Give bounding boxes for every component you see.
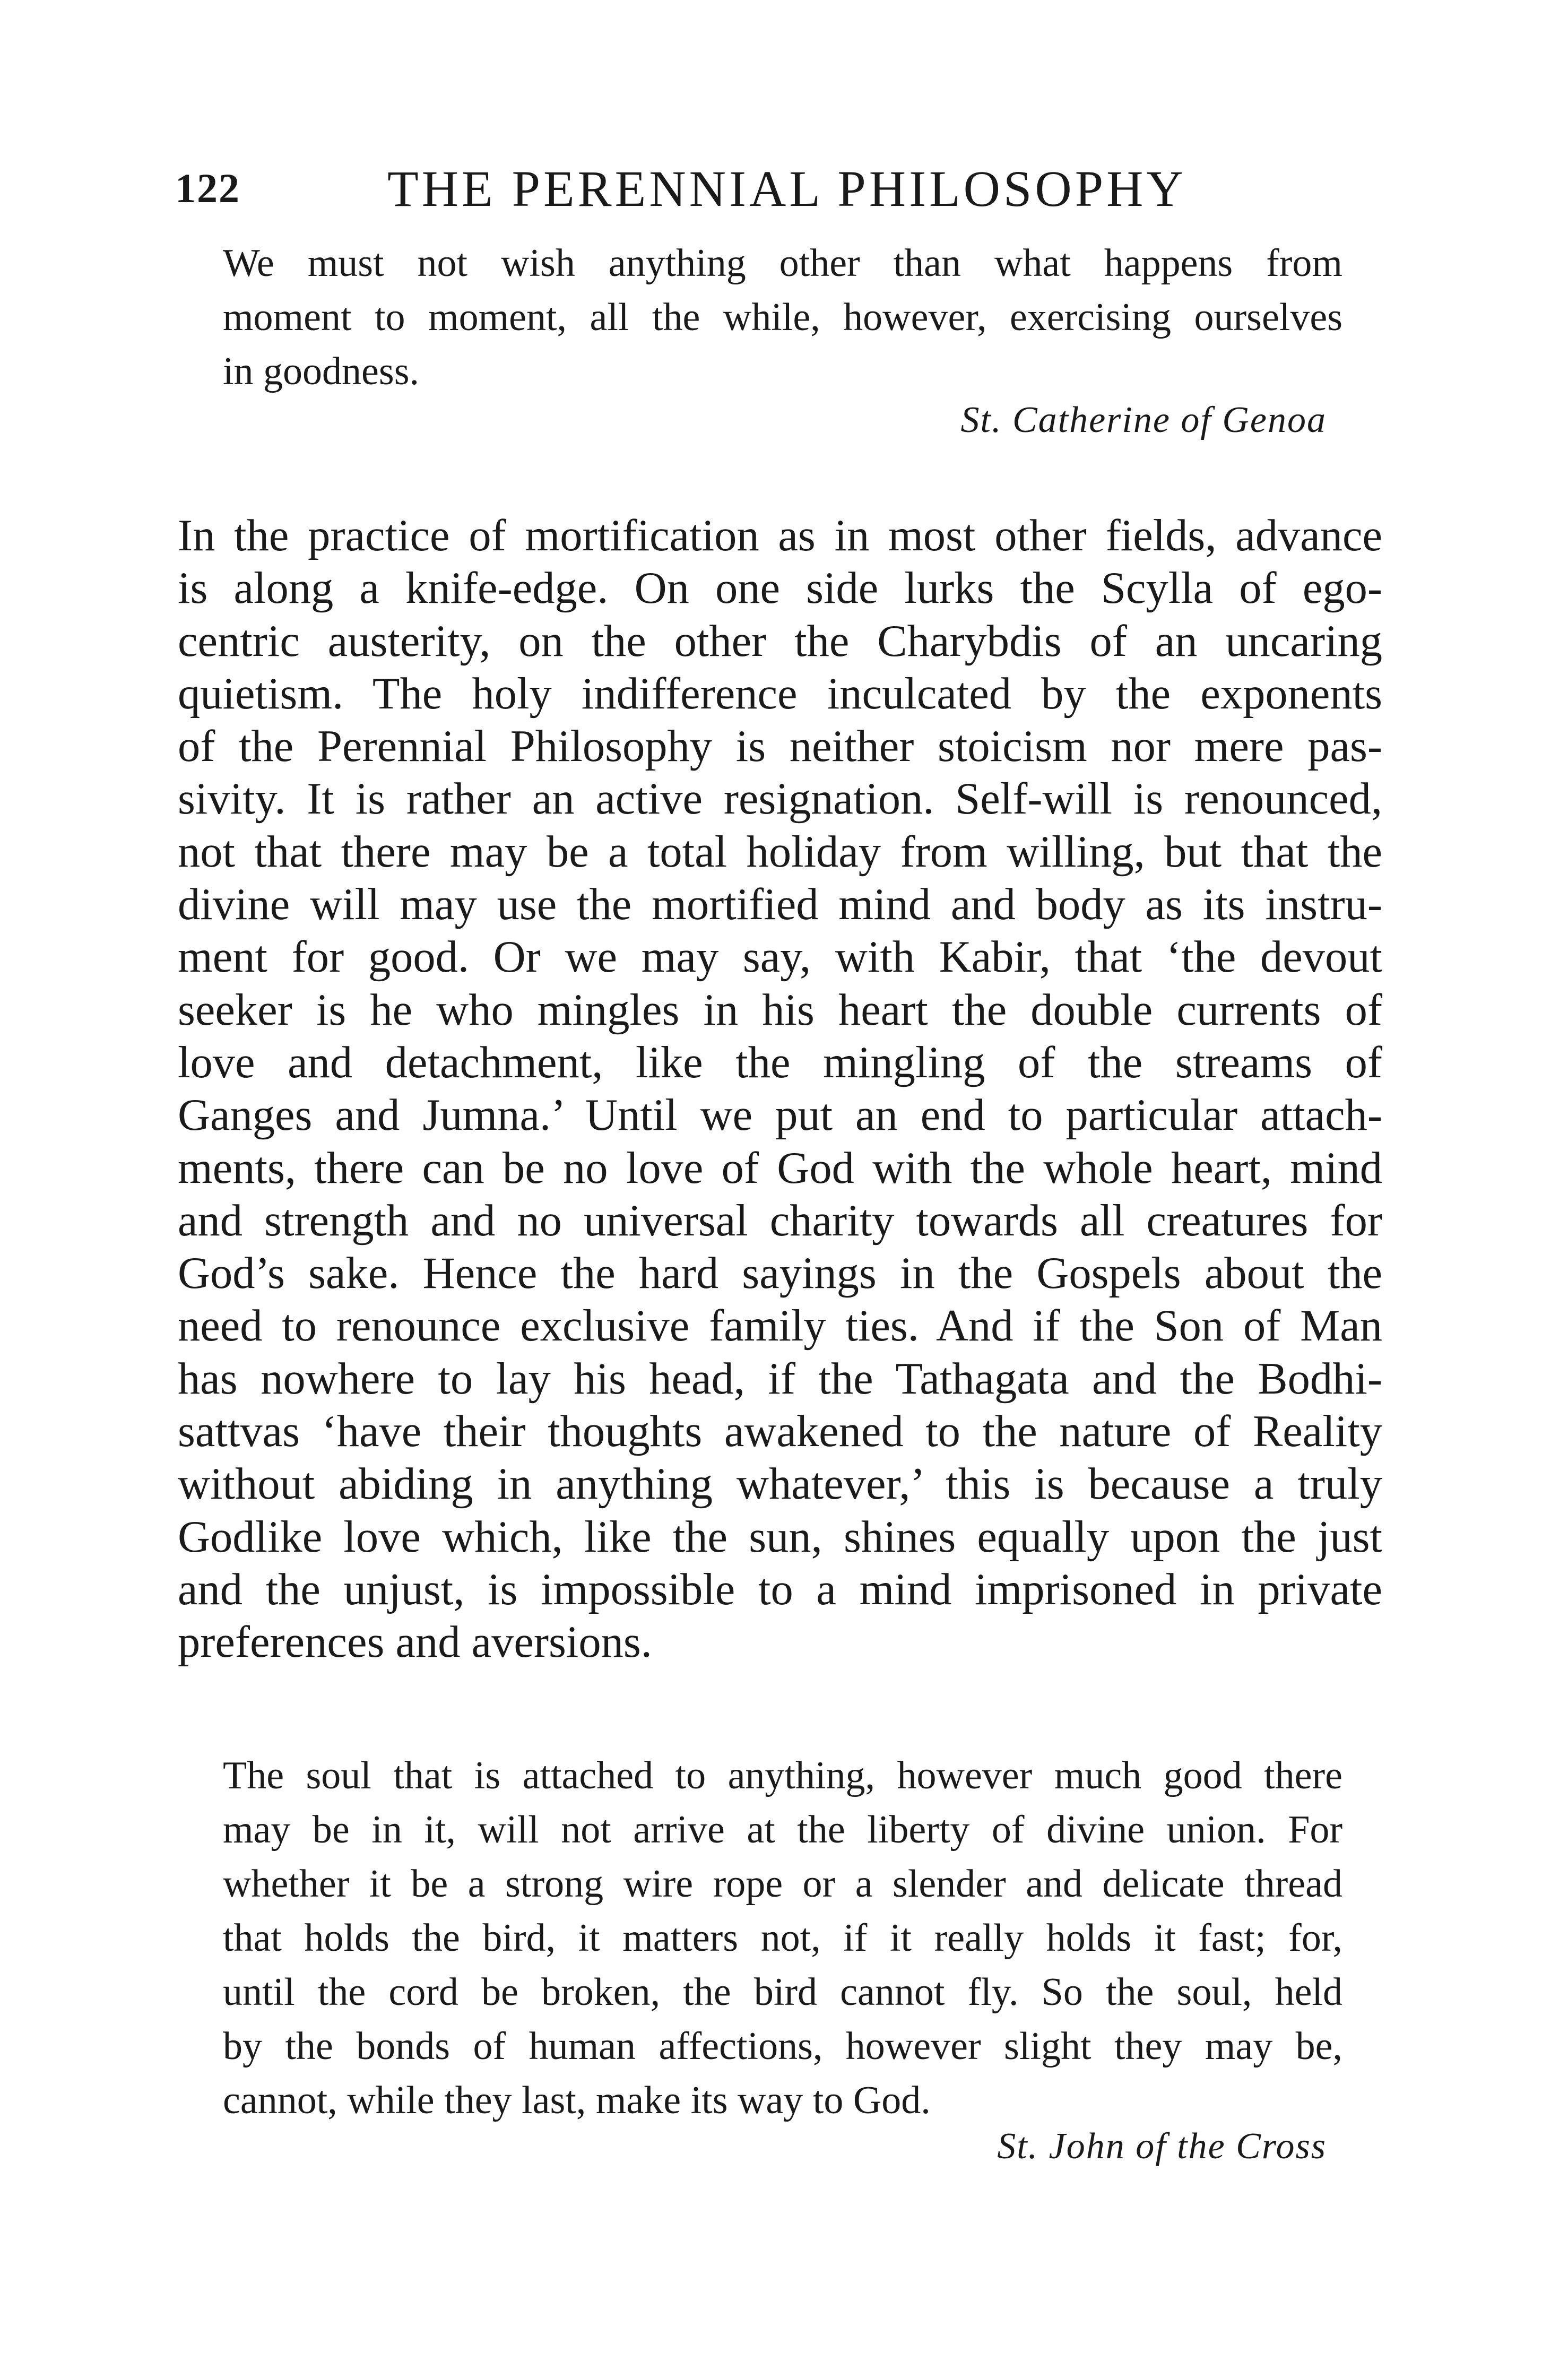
quote-catherine: [223, 236, 1342, 399]
quote-line: cannot, while they last, make its way to God.: [223, 2079, 931, 2122]
body-line: quietism. The holy indifference inculcated by the exponents: [178, 669, 1382, 719]
body-line: preferences and aversions.: [178, 1618, 652, 1667]
body-line: divine will may use the mortified mind and body as its instru-: [178, 880, 1382, 930]
quote-line: moment to moment, all the while, however, exercising ourselves: [223, 296, 1342, 339]
book-title: THE PERENNIAL PHILOSOPHY: [387, 160, 1186, 217]
quote-line: whether it be a strong wire rope or a slender and delicate thread: [223, 1862, 1342, 1906]
quote-john: [223, 1749, 1342, 2127]
quote-line: may be in it, will not arrive at the liberty of divine union. For: [223, 1808, 1342, 1852]
body-line: need to renounce exclusive family ties. And if the Son of Man: [178, 1301, 1382, 1351]
running-head: [175, 159, 1396, 218]
body-line: sivity. It is rather an active resignation. Self-will is renounced,: [178, 774, 1382, 824]
body-line: not that there may be a total holiday from willing, but that the: [178, 827, 1382, 877]
body-line: God’s sake. Hence the hard sayings in the Gospels about the: [178, 1249, 1382, 1299]
body-line: is along a knife-edge. On one side lurks the Scylla of ego-: [178, 564, 1382, 613]
body-line: love and detachment, like the mingling of the streams of: [178, 1037, 1382, 1087]
quote-line: The soul that is attached to anything, however much good there: [223, 1754, 1342, 1797]
attribution-john: St. John of the Cross: [997, 2126, 1327, 2167]
body-line: and the unjust, is impossible to a mind imprisoned in private: [178, 1564, 1382, 1614]
body-line: Godlike love which, like the sun, shines equally upon the just: [178, 1512, 1382, 1562]
page-number: 122: [175, 165, 240, 211]
quote-line: by the bonds of human affections, however slight they may be,: [223, 2025, 1342, 2068]
attribution-catherine: St. Catherine of Genoa: [960, 400, 1327, 440]
body-line: ment for good. Or we may say, with Kabir, that ‘the devout: [178, 932, 1382, 982]
body-line: has nowhere to lay his head, if the Tathagata and the Bodhi-: [178, 1354, 1382, 1404]
body-line: centric austerity, on the other the Charybdis of an uncaring: [178, 616, 1382, 666]
body-line: seeker is he who mingles in his heart the double currents of: [178, 985, 1382, 1035]
body-line: ments, there can be no love of God with the whole heart, mind: [178, 1143, 1382, 1193]
body-line: In the practice of mortification as in most other fields, advance: [178, 511, 1382, 560]
quote-line: until the cord be broken, the bird cannot fly. So the soul, held: [223, 1970, 1342, 2014]
body-line: and strength and no universal charity towards all creatures for: [178, 1196, 1382, 1245]
body-line: Ganges and Jumna.’ Until we put an end to particular attach-: [178, 1091, 1382, 1140]
body-line: sattvas ‘have their thoughts awakened to the nature of Reality: [178, 1407, 1382, 1457]
quote-line: We must not wish anything other than what happens from: [223, 241, 1342, 285]
body-line: without abiding in anything whatever,’ this is because a truly: [178, 1459, 1382, 1509]
quote-line: in goodness.: [223, 350, 419, 393]
quote-line: that holds the bird, it matters not, if it really holds it fast; for,: [223, 1916, 1342, 1960]
body-line: of the Perennial Philosophy is neither stoicism nor mere pas-: [178, 722, 1382, 772]
commentary-paragraph: [178, 509, 1382, 1669]
